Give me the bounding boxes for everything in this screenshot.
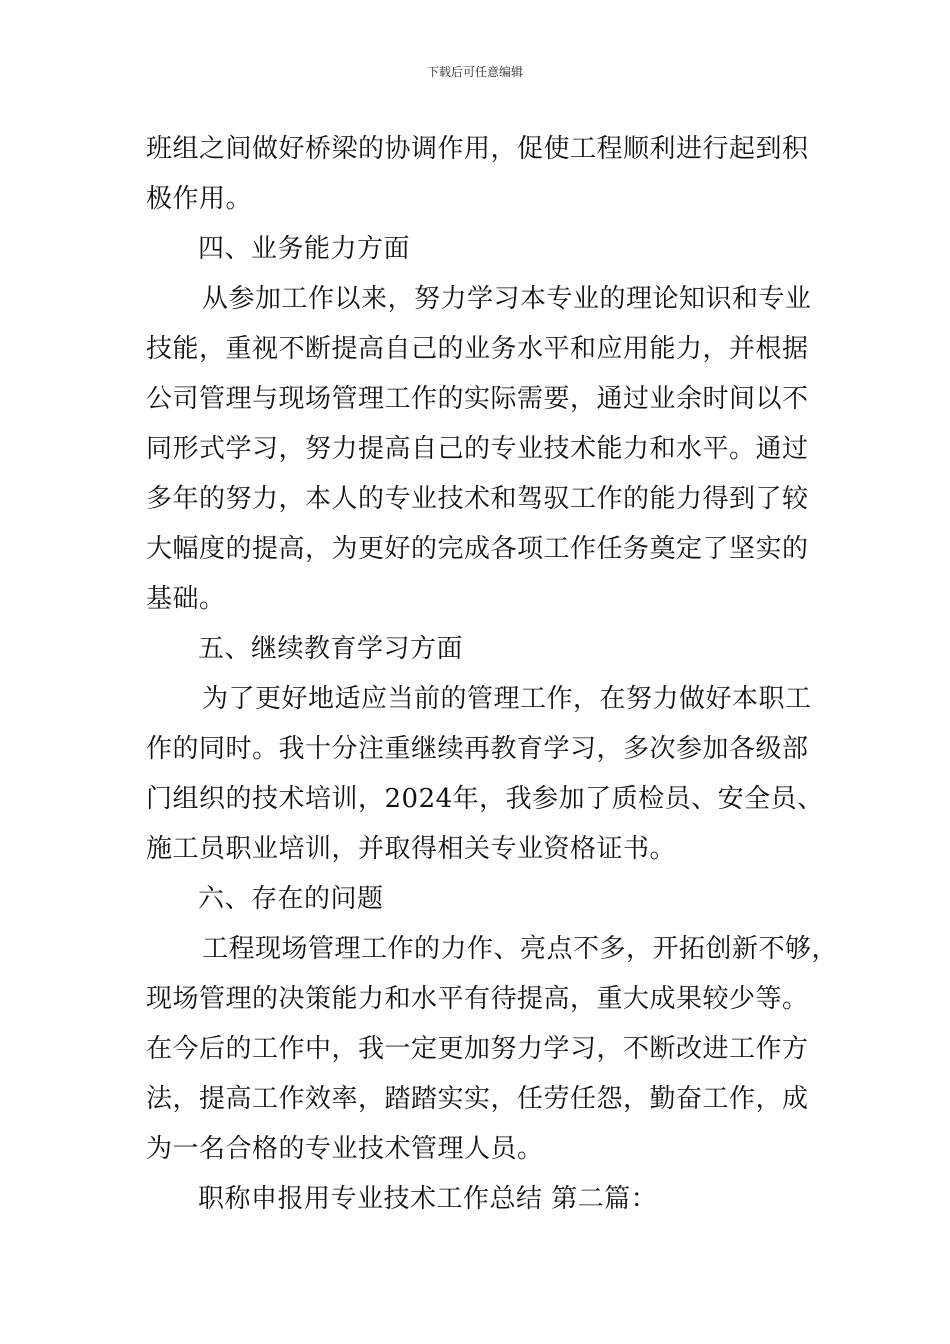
document-body <box>146 124 839 1224</box>
body-line: 施工员职业培训，并取得相关专业资格证书。 <box>146 834 677 864</box>
body-line: 班组之间做好桥梁的协调作用，促使工程顺利进行起到积 <box>146 134 809 164</box>
body-line: 同形式学习，努力提高自己的专业技术能力和水平。通过 <box>146 434 809 464</box>
body-line: 门组织的技术培训，2024年，我参加了质检员、安全员、 <box>146 784 824 814</box>
page-header-note: 下载后可任意编辑 <box>426 65 523 79</box>
body-line: 多年的努力，本人的专业技术和驾驭工作的能力得到了较 <box>146 484 809 514</box>
paragraph-line: 为了更好地适应当前的管理工作，在努力做好本职工 <box>202 684 812 714</box>
body-line: 现场管理的决策能力和水平有待提高，重大成果较少等。 <box>146 984 809 1014</box>
paragraph-line: 从参加工作以来，努力学习本专业的理论知识和专业 <box>202 284 812 314</box>
section-heading-existing-problems: 六、存在的问题 <box>198 884 384 914</box>
body-line: 基础。 <box>146 584 226 614</box>
body-line: 公司管理与现场管理工作的实际需要，通过业余时间以不 <box>146 384 809 414</box>
section-heading-continuing-education: 五、继续教育学习方面 <box>198 634 464 664</box>
body-line: 大幅度的提高，为更好的完成各项工作任务奠定了坚实的 <box>146 534 809 564</box>
body-line: 技能，重视不断提高自己的业务水平和应用能力，并根据 <box>146 334 809 364</box>
body-line: 极作用。 <box>146 184 253 214</box>
paragraph-line: 工程现场管理工作的力作、亮点不多，开拓创新不够， <box>202 934 839 964</box>
body-line: 作的同时。我十分注重继续再教育学习，多次参加各级部 <box>146 734 809 764</box>
section-heading-business-ability: 四、业务能力方面 <box>198 234 411 264</box>
body-line: 在今后的工作中，我一定更加努力学习，不断改进工作方 <box>146 1034 809 1064</box>
body-line: 法，提高工作效率，踏踏实实，任劳任怨，勤奋工作，成 <box>146 1084 809 1114</box>
section-heading-second-part: 职称申报用专业技术工作总结 第二篇： <box>198 1184 658 1214</box>
body-line: 为一名合格的专业技术管理人员。 <box>146 1134 544 1164</box>
